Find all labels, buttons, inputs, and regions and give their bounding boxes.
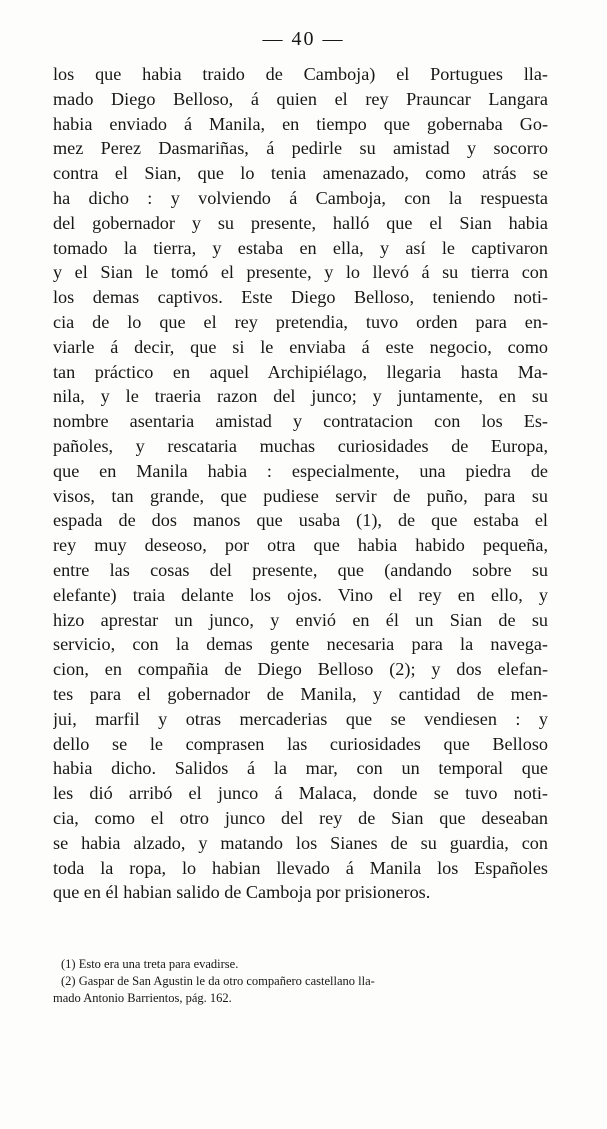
footnote-2: (2) Gaspar de San Agustin le da otro compañero castellano lla- — [61, 974, 375, 988]
text-line: los que habia traido de Camboja) el Portugues lla- — [53, 64, 548, 84]
text-line: rey muy deseoso, por otra que habia habido pequeña, — [53, 535, 548, 556]
text-line: servicio, con la demas gente necesaria para la navega- — [53, 634, 548, 655]
text-line: y el Sian le tomó el presente, y lo llevó á su tierra con — [53, 262, 548, 283]
text-line: mado Diego Belloso, á quien el rey Prauncar Langara — [53, 88, 548, 109]
text-line: dello se le comprasen las curiosidades que Belloso — [53, 733, 548, 754]
footnote-1: (1) Esto era una treta para evadirse. — [61, 957, 239, 971]
text-line: jui, marfil y otras mercaderias que se vendiesen : y — [53, 708, 548, 729]
text-line: entre las cosas del presente, que (andando sobre su — [53, 559, 548, 580]
text-line: tomado la tierra, y estaba en ella, y así le captivaron — [53, 237, 548, 258]
text-line: espada de dos manos que usaba (1), de que estaba el — [53, 510, 548, 531]
footnotes — [53, 956, 548, 1007]
text-line: les dió arribó el junco á Malaca, donde se tuvo noti- — [53, 783, 548, 804]
body-text — [53, 62, 548, 905]
text-line: cion, en compañia de Diego Belloso (2); y dos elefan- — [53, 659, 548, 680]
text-line: viarle á decir, que si le enviaba á este negocio, como — [53, 336, 548, 357]
text-line: hizo aprestar un junco, y envió en él un Sian de su — [53, 609, 548, 630]
text-line: habia dicho. Salidos á la mar, con un temporal que — [53, 758, 548, 779]
text-line: del gobernador y su presente, halló que el Sian habia — [53, 212, 548, 233]
text-line: se habia alzado, y matando los Sianes de su guardia, con — [53, 832, 548, 853]
text-line: visos, tan grande, que pudiese servir de puño, para su — [53, 485, 548, 506]
text-line: habia enviado á Manila, en tiempo que gobernaba Go- — [53, 113, 548, 134]
text-line: toda la ropa, lo habian llevado á Manila los Españoles — [53, 857, 548, 878]
text-line: tes para el gobernador de Manila, y cantidad de men- — [53, 683, 548, 704]
text-line: nila, y le traeria razon del junco; y juntamente, en su — [53, 386, 548, 407]
text-line: pañoles, y rescataria muchas curiosidades de Europa, — [53, 435, 548, 456]
page-number: — 40 — — [262, 28, 345, 50]
text-line: mez Perez Dasmariñas, á pedirle su amistad y socorro — [53, 138, 548, 159]
text-line: contra el Sian, que lo tenia amenazado, como atrás se — [53, 163, 548, 184]
text-line: que en Manila habia : especialmente, una piedra de — [53, 460, 548, 481]
text-line: los demas captivos. Este Diego Belloso, teniendo noti- — [53, 287, 548, 308]
footnote-2-continuation: mado Antonio Barrientos, pág. 162. — [53, 991, 232, 1005]
text-line: tan práctico en aquel Archipiélago, llegaria hasta Ma- — [53, 361, 548, 382]
text-line: nombre asentaria amistad y contratacion con los Es- — [53, 411, 548, 432]
text-line: cia de lo que el rey pretendia, tuvo orden para en- — [53, 311, 548, 332]
text-line: que en él habian salido de Camboja por prisioneros. — [53, 882, 431, 903]
text-line: cia, como el otro junco del rey de Sian que deseaban — [53, 807, 548, 828]
text-line: ha dicho : y volviendo á Camboja, con la respuesta — [53, 187, 548, 208]
text-line: elefante) traia delante los ojos. Vino el rey en ello, y — [53, 584, 548, 605]
